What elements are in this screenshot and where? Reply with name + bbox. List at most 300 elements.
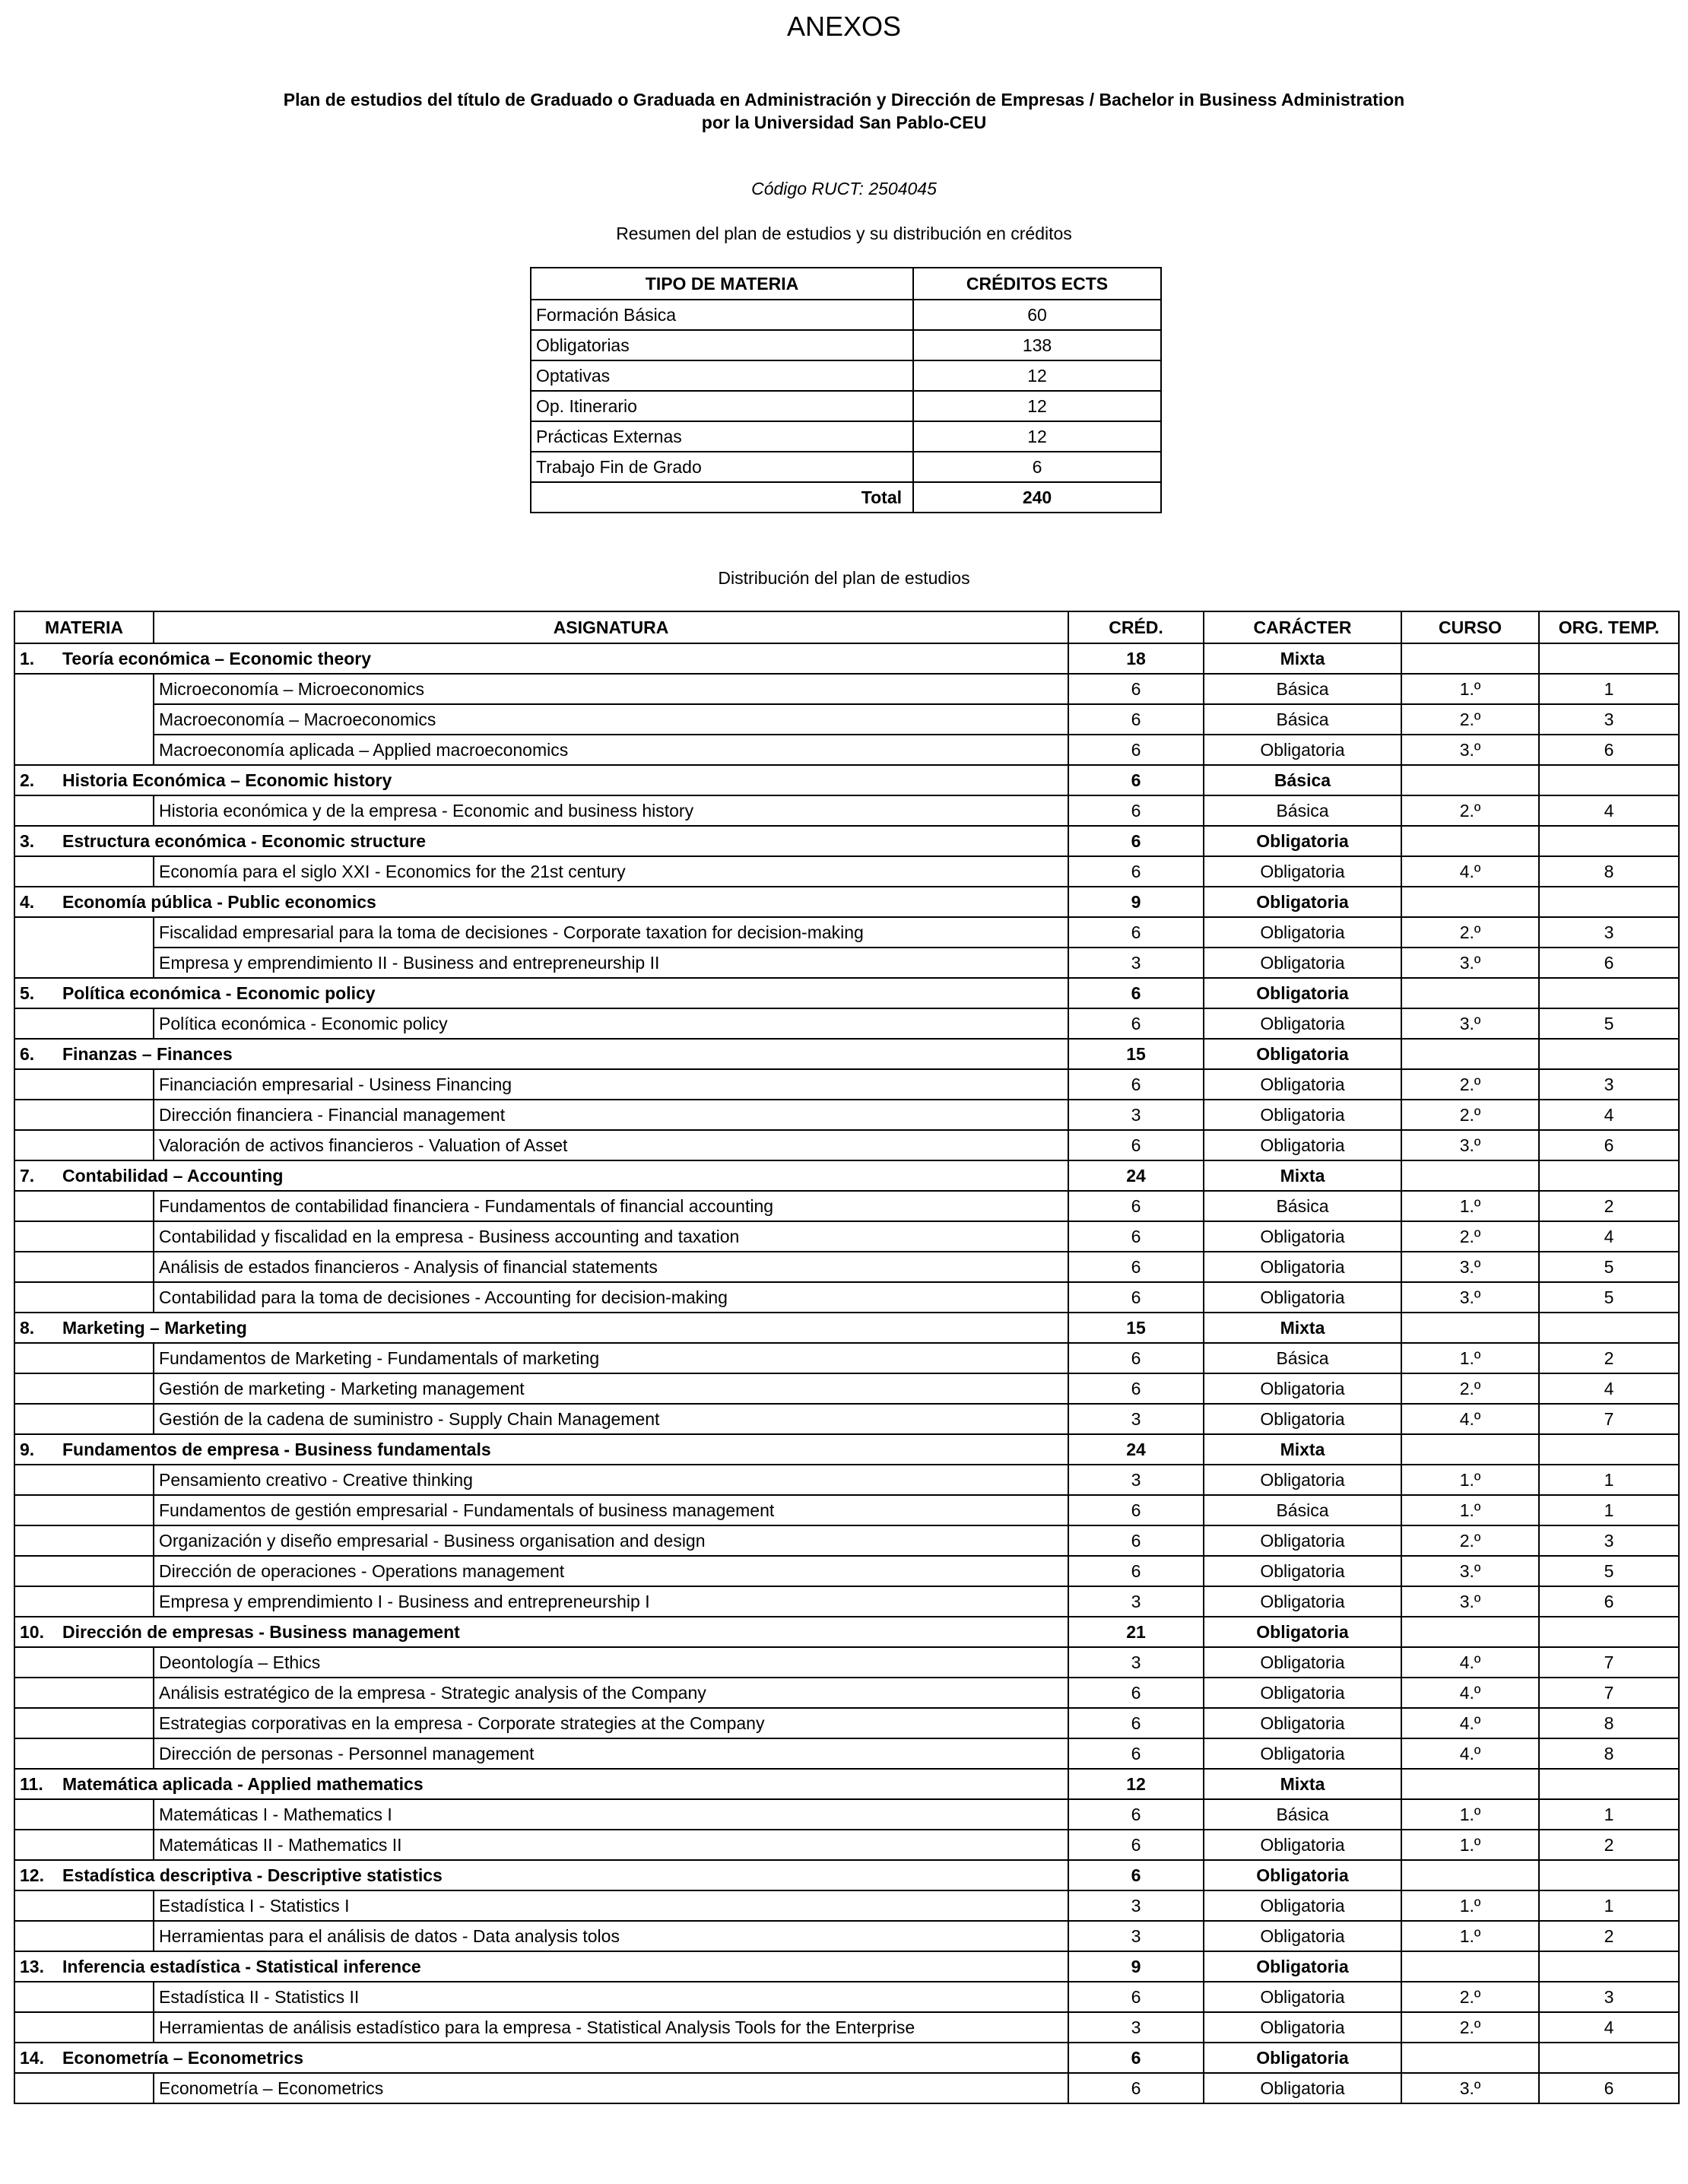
subject-curso: 3.º (1401, 2073, 1539, 2103)
materia-spacer (14, 1921, 154, 1951)
materia-cred: 12 (1068, 1769, 1204, 1799)
subject-org-temp: 1 (1539, 1465, 1679, 1495)
materia-spacer (14, 1404, 154, 1434)
subject-caracter: Básica (1204, 704, 1401, 735)
materia-spacer (14, 1556, 154, 1586)
subject-caracter: Básica (1204, 1495, 1401, 1525)
header-asignatura: ASIGNATURA (154, 611, 1068, 643)
subject-row (14, 1221, 1679, 1252)
materia-name: Estadística descriptiva - Descriptive statistics (62, 1865, 443, 1885)
subject-org-temp: 7 (1539, 1404, 1679, 1434)
materia-spacer (14, 1799, 154, 1830)
materia-name: Contabilidad – Accounting (62, 1166, 284, 1186)
summary-row (531, 421, 1161, 452)
subject-curso: 2.º (1401, 917, 1539, 948)
subject-row (14, 1191, 1679, 1221)
materia-title (14, 887, 1068, 917)
summary-row (531, 330, 1161, 360)
materia-cred: 15 (1068, 1313, 1204, 1343)
subject-row (14, 1678, 1679, 1708)
materia-curso (1401, 826, 1539, 856)
subject-name: Matemáticas I - Mathematics I (154, 1799, 1068, 1830)
materia-title (14, 826, 1068, 856)
subject-row (14, 856, 1679, 887)
materia-org (1539, 1160, 1679, 1191)
subject-caracter: Obligatoria (1204, 856, 1401, 887)
materia-cred: 15 (1068, 1039, 1204, 1069)
subject-row (14, 1921, 1679, 1951)
subject-curso: 2.º (1401, 1373, 1539, 1404)
materia-row (14, 887, 1679, 917)
subject-caracter: Obligatoria (1204, 1982, 1401, 2012)
materia-number: 7. (20, 1166, 35, 1186)
materia-caracter: Obligatoria (1204, 1951, 1401, 1982)
distribution-header-row (14, 611, 1679, 643)
subtitle-line-2: por la Universidad San Pablo-CEU (701, 113, 987, 132)
subject-curso: 4.º (1401, 1738, 1539, 1769)
materia-caracter: Mixta (1204, 1434, 1401, 1465)
materia-name: Finanzas – Finances (62, 1044, 233, 1064)
subject-curso: 1.º (1401, 1921, 1539, 1951)
header-curso: CURSO (1401, 611, 1539, 643)
materia-curso (1401, 765, 1539, 795)
summary-credits: 60 (913, 300, 1161, 330)
subject-org-temp: 7 (1539, 1647, 1679, 1678)
summary-type: Obligatorias (531, 330, 913, 360)
subject-name: Valoración de activos financieros - Valuation of Asset (154, 1130, 1068, 1160)
subject-row (14, 1982, 1679, 2012)
subject-curso: 4.º (1401, 1708, 1539, 1738)
materia-cred: 9 (1068, 1951, 1204, 1982)
subject-row (14, 1069, 1679, 1100)
subject-row (14, 1130, 1679, 1160)
materia-title (14, 1039, 1068, 1069)
subject-name: Dirección de personas - Personnel management (154, 1738, 1068, 1769)
materia-curso (1401, 2043, 1539, 2073)
subject-cred: 6 (1068, 2073, 1204, 2103)
subject-cred: 6 (1068, 1799, 1204, 1830)
summary-type: Op. Itinerario (531, 391, 913, 421)
materia-number: 10. (20, 1622, 44, 1642)
subject-row (14, 704, 1679, 735)
materia-title (14, 765, 1068, 795)
summary-row (531, 300, 1161, 330)
materia-curso (1401, 1434, 1539, 1465)
subject-row (14, 1495, 1679, 1525)
subject-row (14, 1525, 1679, 1556)
materia-spacer (14, 1738, 154, 1769)
subject-curso: 1.º (1401, 1830, 1539, 1860)
materia-number: 1. (20, 649, 35, 668)
subject-curso: 1.º (1401, 1890, 1539, 1921)
materia-title (14, 978, 1068, 1008)
subject-cred: 6 (1068, 917, 1204, 948)
summary-header-credits: CRÉDITOS ECTS (913, 268, 1161, 300)
summary-header-type: TIPO DE MATERIA (531, 268, 913, 300)
subject-row (14, 1890, 1679, 1921)
materia-spacer (14, 2012, 154, 2043)
subject-cred: 3 (1068, 1404, 1204, 1434)
subject-cred: 6 (1068, 1738, 1204, 1769)
materia-org (1539, 1860, 1679, 1890)
subject-curso: 4.º (1401, 1647, 1539, 1678)
subject-curso: 2.º (1401, 1982, 1539, 2012)
subject-name: Gestión de marketing - Marketing management (154, 1373, 1068, 1404)
subject-caracter: Obligatoria (1204, 1008, 1401, 1039)
page-title: ANEXOS (786, 11, 902, 42)
materia-spacer (14, 1191, 154, 1221)
subject-curso: 2.º (1401, 2012, 1539, 2043)
subject-name: Fundamentos de Marketing - Fundamentals of marketing (154, 1343, 1068, 1373)
subject-curso: 3.º (1401, 1556, 1539, 1586)
subject-caracter: Obligatoria (1204, 2073, 1401, 2103)
subject-caracter: Obligatoria (1204, 1282, 1401, 1313)
materia-spacer (14, 917, 154, 978)
materia-name: Econometría – Econometrics (62, 2048, 303, 2068)
subject-caracter: Básica (1204, 1799, 1401, 1830)
materia-curso (1401, 887, 1539, 917)
materia-spacer (14, 1252, 154, 1282)
subject-caracter: Obligatoria (1204, 1708, 1401, 1738)
materia-curso (1401, 643, 1539, 674)
materia-number: 8. (20, 1318, 35, 1338)
materia-cred: 6 (1068, 2043, 1204, 2073)
materia-cred: 6 (1068, 1860, 1204, 1890)
subject-name: Análisis de estados financieros - Analysis of financial statements (154, 1252, 1068, 1282)
subject-cred: 3 (1068, 2012, 1204, 2043)
summary-credits: 12 (913, 421, 1161, 452)
subject-org-temp: 5 (1539, 1282, 1679, 1313)
subject-curso: 3.º (1401, 1008, 1539, 1039)
subject-row (14, 1343, 1679, 1373)
summary-credits: 12 (913, 391, 1161, 421)
subject-caracter: Obligatoria (1204, 1465, 1401, 1495)
materia-cred: 24 (1068, 1160, 1204, 1191)
subject-name: Fundamentos de contabilidad financiera - Fundamentals of financial accounting (154, 1191, 1068, 1221)
materia-row (14, 765, 1679, 795)
materia-caracter: Mixta (1204, 1769, 1401, 1799)
subject-cred: 6 (1068, 1708, 1204, 1738)
subject-caracter: Obligatoria (1204, 1252, 1401, 1282)
subject-org-temp: 2 (1539, 1830, 1679, 1860)
subject-org-temp: 8 (1539, 1738, 1679, 1769)
subject-name: Estrategias corporativas en la empresa - Corporate strategies at the Company (154, 1708, 1068, 1738)
subject-caracter: Obligatoria (1204, 1647, 1401, 1678)
subject-curso: 1.º (1401, 1343, 1539, 1373)
subject-curso: 2.º (1401, 1100, 1539, 1130)
materia-row (14, 1951, 1679, 1982)
subject-curso: 3.º (1401, 735, 1539, 765)
materia-org (1539, 887, 1679, 917)
materia-row (14, 1769, 1679, 1799)
subject-cred: 3 (1068, 1465, 1204, 1495)
subject-row (14, 948, 1679, 978)
subject-name: Economía para el siglo XXI - Economics for the 21st century (154, 856, 1068, 887)
subject-curso: 3.º (1401, 1130, 1539, 1160)
materia-name: Marketing – Marketing (62, 1318, 247, 1338)
materia-caracter: Obligatoria (1204, 887, 1401, 917)
subject-cred: 6 (1068, 1982, 1204, 2012)
materia-spacer (14, 1100, 154, 1130)
subject-caracter: Obligatoria (1204, 1373, 1401, 1404)
subject-row (14, 1282, 1679, 1313)
subject-curso: 1.º (1401, 1495, 1539, 1525)
subject-org-temp: 3 (1539, 1525, 1679, 1556)
materia-caracter: Obligatoria (1204, 1617, 1401, 1647)
materia-row (14, 826, 1679, 856)
materia-spacer (14, 1221, 154, 1252)
materia-curso (1401, 1313, 1539, 1343)
subject-cred: 6 (1068, 1008, 1204, 1039)
summary-type: Optativas (531, 360, 913, 391)
subject-row (14, 1556, 1679, 1586)
materia-name: Matemática aplicada - Applied mathematics (62, 1774, 424, 1794)
subject-name: Estadística I - Statistics I (154, 1890, 1068, 1921)
subject-cred: 6 (1068, 856, 1204, 887)
subject-cred: 6 (1068, 795, 1204, 826)
subject-org-temp: 1 (1539, 1495, 1679, 1525)
subject-org-temp: 5 (1539, 1556, 1679, 1586)
materia-number: 6. (20, 1044, 35, 1064)
materia-title (14, 1313, 1068, 1343)
materia-spacer (14, 1069, 154, 1100)
summary-row (531, 391, 1161, 421)
subject-caracter: Obligatoria (1204, 948, 1401, 978)
subject-org-temp: 4 (1539, 1221, 1679, 1252)
materia-spacer (14, 1130, 154, 1160)
subject-cred: 3 (1068, 1647, 1204, 1678)
materia-title (14, 1951, 1068, 1982)
subject-org-temp: 1 (1539, 1799, 1679, 1830)
subject-name: Macroeconomía aplicada – Applied macroeconomics (154, 735, 1068, 765)
materia-org (1539, 1434, 1679, 1465)
subject-cred: 6 (1068, 1130, 1204, 1160)
subject-name: Contabilidad para la toma de decisiones - Accounting for decision-making (154, 1282, 1068, 1313)
materia-curso (1401, 1951, 1539, 1982)
materia-cred: 24 (1068, 1434, 1204, 1465)
subject-caracter: Básica (1204, 1343, 1401, 1373)
subject-org-temp: 3 (1539, 917, 1679, 948)
subject-name: Organización y diseño empresarial - Business organisation and design (154, 1525, 1068, 1556)
header-caracter: CARÁCTER (1204, 611, 1401, 643)
materia-number: 14. (20, 2048, 44, 2068)
subject-org-temp: 5 (1539, 1008, 1679, 1039)
subject-row (14, 1738, 1679, 1769)
subject-name: Microeconomía – Microeconomics (154, 674, 1068, 704)
subject-curso: 3.º (1401, 948, 1539, 978)
materia-caracter: Obligatoria (1204, 978, 1401, 1008)
subject-curso: 2.º (1401, 1525, 1539, 1556)
subject-cred: 6 (1068, 1678, 1204, 1708)
materia-title (14, 1860, 1068, 1890)
materia-spacer (14, 1586, 154, 1617)
materia-name: Economía pública - Public economics (62, 892, 376, 912)
subject-name: Fiscalidad empresarial para la toma de decisiones - Corporate taxation for decision-making (154, 917, 1068, 948)
materia-spacer (14, 856, 154, 887)
subject-cred: 6 (1068, 1252, 1204, 1282)
materia-curso (1401, 978, 1539, 1008)
materia-number: 13. (20, 1957, 44, 1976)
subject-org-temp: 7 (1539, 1678, 1679, 1708)
subject-org-temp: 3 (1539, 1982, 1679, 2012)
materia-org (1539, 1039, 1679, 1069)
subject-org-temp: 4 (1539, 2012, 1679, 2043)
subject-row (14, 2012, 1679, 2043)
materia-number: 5. (20, 983, 35, 1003)
materia-cred: 18 (1068, 643, 1204, 674)
subject-row (14, 1252, 1679, 1282)
materia-spacer (14, 1525, 154, 1556)
materia-name: Inferencia estadística - Statistical inference (62, 1957, 421, 1976)
summary-total-value: 240 (913, 482, 1161, 513)
subject-org-temp: 6 (1539, 1130, 1679, 1160)
subject-name: Herramientas de análisis estadístico para la empresa - Statistical Analysis Tools for the Enterprise (154, 2012, 1068, 2043)
subject-name: Matemáticas II - Mathematics II (154, 1830, 1068, 1860)
materia-row (14, 1617, 1679, 1647)
materia-spacer (14, 674, 154, 765)
subject-cred: 3 (1068, 1921, 1204, 1951)
materia-caracter: Obligatoria (1204, 1860, 1401, 1890)
materia-spacer (14, 1830, 154, 1860)
materia-org (1539, 1617, 1679, 1647)
subject-name: Econometría – Econometrics (154, 2073, 1068, 2103)
materia-caracter: Mixta (1204, 1313, 1401, 1343)
materia-number: 12. (20, 1865, 44, 1885)
subject-caracter: Básica (1204, 674, 1401, 704)
subject-name: Historia económica y de la empresa - Economic and business history (154, 795, 1068, 826)
subject-name: Financiación empresarial - Usiness Financing (154, 1069, 1068, 1100)
materia-caracter: Mixta (1204, 1160, 1401, 1191)
subject-caracter: Obligatoria (1204, 1890, 1401, 1921)
materia-spacer (14, 1982, 154, 2012)
materia-spacer (14, 1373, 154, 1404)
materia-curso (1401, 1617, 1539, 1647)
subject-org-temp: 8 (1539, 856, 1679, 887)
materia-name: Política económica - Economic policy (62, 983, 376, 1003)
subject-row (14, 1830, 1679, 1860)
subject-cred: 6 (1068, 1191, 1204, 1221)
subject-org-temp: 2 (1539, 1191, 1679, 1221)
materia-number: 4. (20, 892, 35, 912)
subject-cred: 3 (1068, 948, 1204, 978)
subject-caracter: Obligatoria (1204, 1404, 1401, 1434)
subject-row (14, 1647, 1679, 1678)
subject-caracter: Básica (1204, 1191, 1401, 1221)
materia-org (1539, 826, 1679, 856)
materia-org (1539, 765, 1679, 795)
subject-row (14, 1465, 1679, 1495)
subject-org-temp: 6 (1539, 948, 1679, 978)
subject-org-temp: 4 (1539, 1373, 1679, 1404)
subject-curso: 4.º (1401, 1678, 1539, 1708)
subject-caracter: Obligatoria (1204, 1921, 1401, 1951)
materia-row (14, 2043, 1679, 2073)
subject-row (14, 674, 1679, 704)
header-org-temp: ORG. TEMP. (1539, 611, 1679, 643)
distribution-caption: Distribución del plan de estudios (718, 568, 970, 588)
subject-caracter: Obligatoria (1204, 1130, 1401, 1160)
subject-name: Empresa y emprendimiento I - Business and entrepreneurship I (154, 1586, 1068, 1617)
materia-spacer (14, 1495, 154, 1525)
materia-caracter: Obligatoria (1204, 2043, 1401, 2073)
summary-row (531, 360, 1161, 391)
subject-cred: 3 (1068, 1100, 1204, 1130)
subject-caracter: Obligatoria (1204, 1738, 1401, 1769)
materia-spacer (14, 1890, 154, 1921)
subject-cred: 6 (1068, 704, 1204, 735)
subject-name: Macroeconomía – Macroeconomics (154, 704, 1068, 735)
materia-name: Teoría económica – Economic theory (62, 649, 372, 668)
subject-caracter: Obligatoria (1204, 1221, 1401, 1252)
subject-name: Empresa y emprendimiento II - Business and entrepreneurship II (154, 948, 1068, 978)
subject-org-temp: 8 (1539, 1708, 1679, 1738)
materia-title (14, 1434, 1068, 1465)
subject-org-temp: 6 (1539, 2073, 1679, 2103)
materia-name: Historia Económica – Economic history (62, 770, 392, 790)
subject-name: Contabilidad y fiscalidad en la empresa - Business accounting and taxation (154, 1221, 1068, 1252)
materia-cred: 21 (1068, 1617, 1204, 1647)
materia-row (14, 1434, 1679, 1465)
subject-org-temp: 2 (1539, 1921, 1679, 1951)
header-materia: MATERIA (14, 611, 154, 643)
subject-caracter: Obligatoria (1204, 1556, 1401, 1586)
subject-cred: 6 (1068, 735, 1204, 765)
materia-cred: 9 (1068, 887, 1204, 917)
materia-row (14, 1039, 1679, 1069)
materia-spacer (14, 1465, 154, 1495)
subject-cred: 6 (1068, 1221, 1204, 1252)
materia-caracter: Obligatoria (1204, 826, 1401, 856)
subject-cred: 6 (1068, 674, 1204, 704)
materia-title (14, 1160, 1068, 1191)
materia-row (14, 1313, 1679, 1343)
subject-curso: 1.º (1401, 1465, 1539, 1495)
summary-row (531, 452, 1161, 482)
materia-number: 9. (20, 1440, 35, 1459)
summary-total-row (531, 482, 1161, 513)
subject-row (14, 1708, 1679, 1738)
materia-title (14, 2043, 1068, 2073)
subtitle-line-1: Plan de estudios del título de Graduado o Graduada en Administración y Dirección de Empresas / Bachelor in Business Administration (283, 90, 1405, 110)
subject-cred: 6 (1068, 1556, 1204, 1586)
subject-row (14, 1404, 1679, 1434)
materia-spacer (14, 1008, 154, 1039)
subject-org-temp: 2 (1539, 1343, 1679, 1373)
materia-caracter: Obligatoria (1204, 1039, 1401, 1069)
summary-type: Trabajo Fin de Grado (531, 452, 913, 482)
subject-cred: 6 (1068, 1373, 1204, 1404)
summary-header-row (531, 268, 1161, 300)
subject-curso: 3.º (1401, 1252, 1539, 1282)
materia-curso (1401, 1160, 1539, 1191)
subject-curso: 1.º (1401, 1191, 1539, 1221)
materia-org (1539, 1769, 1679, 1799)
subject-curso: 1.º (1401, 1799, 1539, 1830)
subject-name: Análisis estratégico de la empresa - Strategic analysis of the Company (154, 1678, 1068, 1708)
subject-row (14, 795, 1679, 826)
subject-name: Gestión de la cadena de suministro - Supply Chain Management (154, 1404, 1068, 1434)
summary-table (530, 267, 1162, 513)
subject-name: Deontología – Ethics (154, 1647, 1068, 1678)
subject-org-temp: 1 (1539, 674, 1679, 704)
subject-row (14, 735, 1679, 765)
subject-curso: 4.º (1401, 1404, 1539, 1434)
materia-spacer (14, 1647, 154, 1678)
subject-row (14, 917, 1679, 948)
subject-caracter: Obligatoria (1204, 1525, 1401, 1556)
subject-cred: 6 (1068, 1343, 1204, 1373)
subject-name: Dirección financiera - Financial management (154, 1100, 1068, 1130)
